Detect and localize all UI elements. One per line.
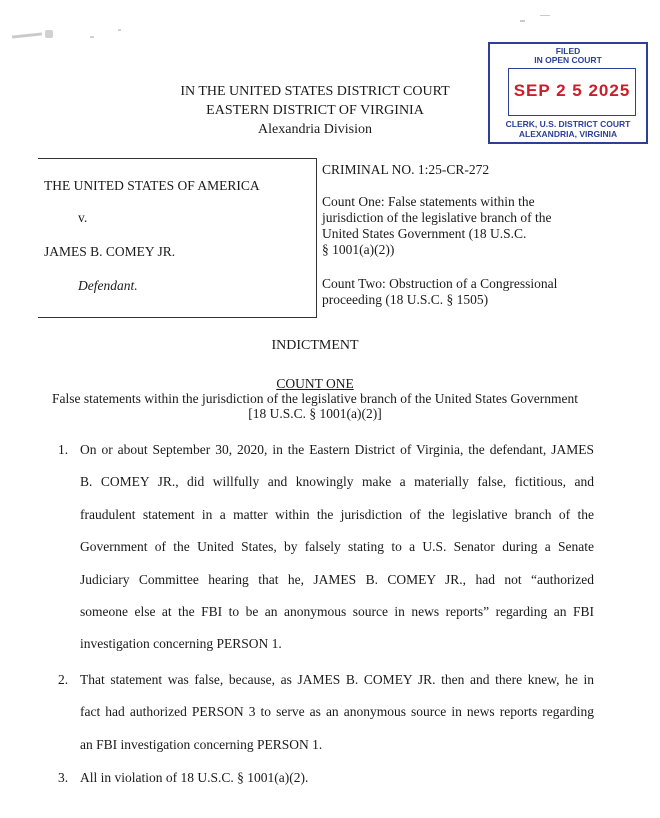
paragraph-1 bbox=[80, 434, 594, 661]
paragraph-number: 2. bbox=[58, 672, 69, 687]
count-one-summary bbox=[322, 194, 590, 258]
stamp-clerk: CLERK, U.S. DISTRICT COURT bbox=[505, 119, 631, 129]
paragraph-line: fraudulent statement in a matter within the jurisdiction of the legislative branch of the bbox=[80, 506, 594, 522]
paragraph-number: 3. bbox=[58, 770, 69, 785]
paragraph-3 bbox=[80, 762, 594, 794]
paragraph-line: fact had authorized PERSON 3 to serve as an anonymous source in news reports regarding bbox=[80, 704, 594, 720]
count-two-summary-line: Count Two: Obstruction of a Congressional bbox=[322, 276, 558, 291]
case-number: CRIMINAL NO. 1:25-CR-272 bbox=[322, 162, 490, 177]
paragraph-line: someone else at the FBI to be an anonymous source in news reports” regarding an FBI bbox=[80, 603, 594, 619]
versus: v. bbox=[78, 210, 88, 225]
paragraph-line: an FBI investigation concerning PERSON 1. bbox=[80, 736, 323, 752]
paragraph-number: 1. bbox=[58, 442, 69, 457]
court-line-1: IN THE UNITED STATES DISTRICT COURT bbox=[180, 84, 450, 99]
count-one-summary-line: jurisdiction of the legislative branch of the bbox=[322, 210, 552, 225]
paragraph-line: investigation concerning PERSON 1. bbox=[80, 636, 282, 652]
defendant-role: Defendant. bbox=[78, 278, 138, 293]
stamp-location: ALEXANDRIA, VIRGINIA bbox=[518, 129, 618, 139]
stamp-date-box bbox=[508, 68, 636, 116]
scan-mark bbox=[520, 20, 525, 22]
scan-mark bbox=[118, 29, 121, 31]
filed-stamp bbox=[488, 42, 648, 144]
court-line-2: EASTERN DISTRICT OF VIRGINIA bbox=[206, 103, 424, 118]
paragraph-line: On or about September 30, 2020, in the Eastern District of Virginia, the defendant, JAMES bbox=[80, 442, 594, 457]
count-one-heading: COUNT ONE bbox=[276, 376, 354, 391]
court-line-3: Alexandria Division bbox=[258, 122, 372, 137]
scan-mark bbox=[90, 36, 94, 38]
scan-mark bbox=[12, 32, 42, 38]
paragraph-2 bbox=[80, 664, 594, 761]
paragraph-line: Judiciary Committee hearing that he, JAMES B. COMEY JR., had not “authorized bbox=[80, 571, 594, 587]
count-one-statute: [18 U.S.C. § 1001(a)(2)] bbox=[248, 406, 382, 421]
paragraph-line: All in violation of 18 U.S.C. § 1001(a)(2). bbox=[80, 770, 309, 785]
plaintiff-name: THE UNITED STATES OF AMERICA bbox=[44, 178, 260, 193]
count-one-summary-line: § 1001(a)(2)) bbox=[322, 242, 395, 257]
defendant-name: JAMES B. COMEY JR. bbox=[44, 244, 176, 259]
scan-mark bbox=[540, 15, 550, 16]
paragraph-line: Government of the United States, by falsely stating to a U.S. Senator during a Senate bbox=[80, 539, 594, 555]
stamp-filed: FILED bbox=[555, 46, 581, 56]
count-two-summary bbox=[322, 276, 590, 308]
paragraph-line: That statement was false, because, as JAMES B. COMEY JR. then and there knew, he in bbox=[80, 672, 594, 687]
count-one-subtitle: False statements within the jurisdiction of the legislative branch of the United States Government bbox=[51, 391, 578, 406]
document-title: INDICTMENT bbox=[271, 338, 359, 353]
count-one-summary-line: United States Government (18 U.S.C. bbox=[322, 226, 527, 241]
scan-mark bbox=[45, 30, 53, 38]
count-two-summary-line: proceeding (18 U.S.C. § 1505) bbox=[322, 292, 489, 307]
count-one-summary-line: Count One: False statements within the bbox=[322, 194, 535, 209]
stamp-date: SEP 2 5 2025 bbox=[513, 81, 631, 100]
stamp-in-open-court: IN OPEN COURT bbox=[534, 55, 602, 65]
paragraph-line: B. COMEY JR., did willfully and knowingly make a materially false, fictitious, and bbox=[80, 474, 594, 490]
